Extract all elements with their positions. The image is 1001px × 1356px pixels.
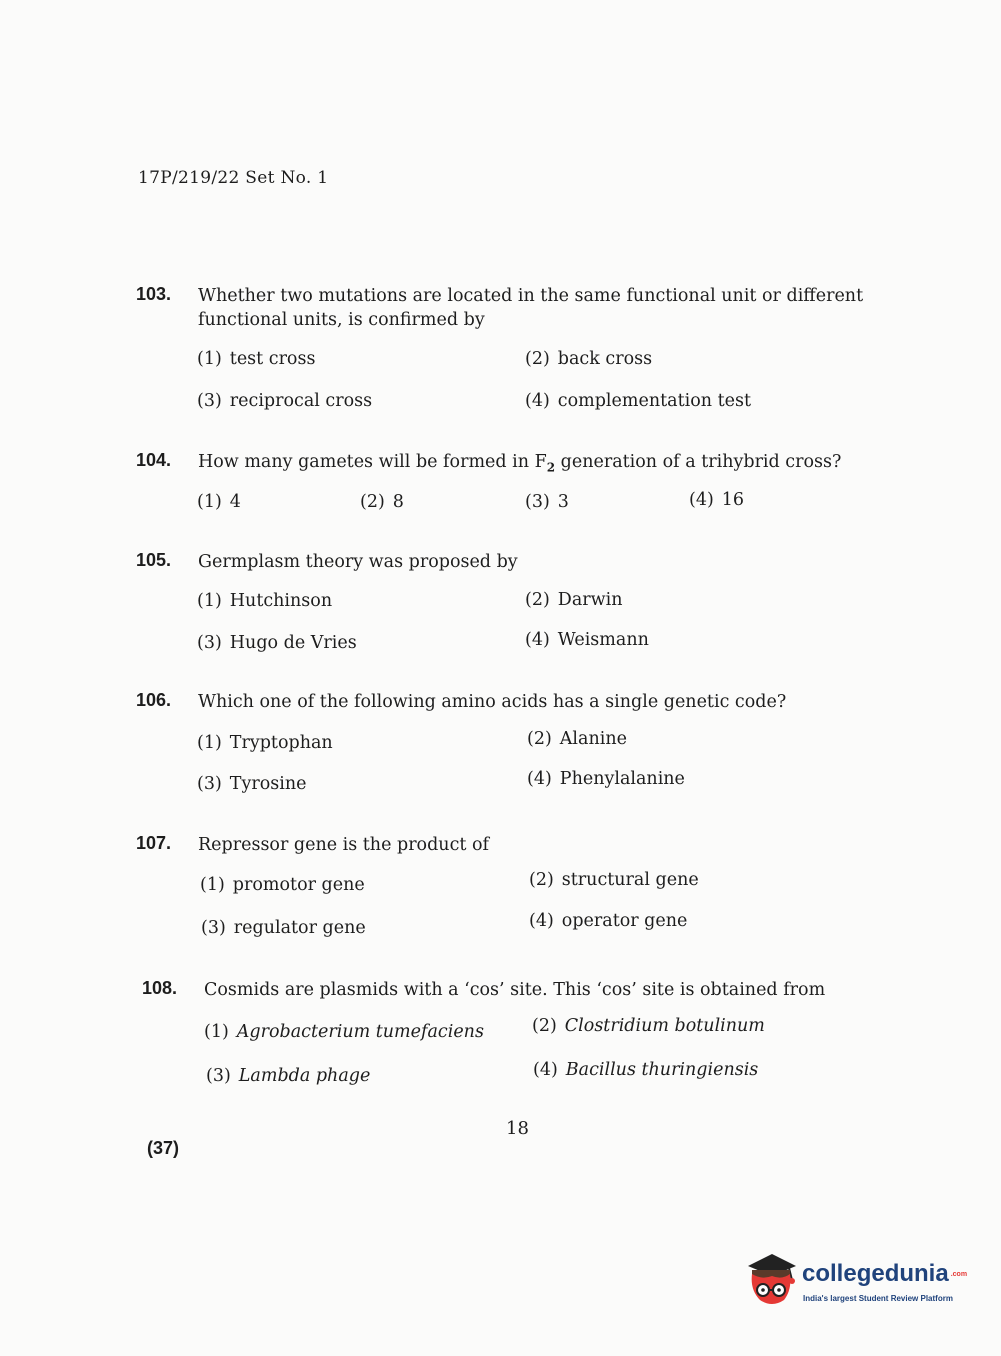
option-4: (4) operator gene: [529, 911, 688, 931]
option-2: (2) Alanine: [527, 729, 627, 749]
question-text: Cosmids are plasmids with a ‘cos’ site. This ‘cos’ site is obtained from: [204, 980, 826, 1000]
question-103: [136, 284, 886, 332]
option-1: (1) Agrobacterium tumefaciens: [204, 1022, 484, 1042]
option-3: (3) Lambda phage: [206, 1066, 371, 1086]
question-108: [142, 978, 892, 1002]
option-3: (3) Hugo de Vries: [197, 633, 357, 653]
logo-wordmark: collegedunia .com: [802, 1260, 968, 1287]
option-4: (4) Phenylalanine: [527, 769, 685, 789]
option-4: (4) Bacillus thuringiensis: [533, 1060, 759, 1080]
option-3: (3) Tyrosine: [197, 774, 307, 794]
question-104: [136, 450, 886, 480]
option-1: (1) promotor gene: [200, 875, 365, 895]
option-4: (4) Weismann: [525, 630, 649, 650]
option-3: (3) reciprocal cross: [197, 391, 373, 411]
page-number: 18: [506, 1118, 529, 1139]
question-number: 106.: [136, 690, 172, 710]
option-1: (1) Tryptophan: [197, 733, 333, 753]
question-text: How many gametes will be formed in $F_2$ generation of a trihybrid cross?: [198, 452, 842, 475]
option-2: (2) back cross: [525, 349, 653, 369]
footer-code: (37): [147, 1138, 180, 1158]
option-2: (2) 8: [360, 492, 404, 512]
question-number: 107.: [136, 833, 172, 853]
collegedunia-logo: [742, 1250, 972, 1312]
question-number: 105.: [136, 550, 172, 570]
question-105: [136, 550, 886, 574]
option-2: (2) structural gene: [529, 870, 699, 890]
option-3: (3) 3: [525, 492, 569, 512]
question-107: [136, 833, 886, 857]
question-number: 104.: [136, 450, 172, 470]
question-text: Repressor gene is the product of: [198, 835, 489, 855]
option-1: (1) 4: [197, 492, 241, 512]
option-4: (4) 16: [689, 490, 745, 510]
option-1: (1) test cross: [197, 349, 316, 369]
question-text: Which one of the following amino acids has a single genetic code?: [198, 692, 787, 712]
question-number: 108.: [142, 978, 178, 998]
option-2: (2) Clostridium botulinum: [532, 1016, 765, 1036]
question-text: Germplasm theory was proposed by: [198, 552, 518, 572]
option-2: (2) Darwin: [525, 590, 623, 610]
option-3: (3) regulator gene: [201, 918, 366, 938]
logo-tagline: India's largest Student Review Platform: [803, 1294, 953, 1303]
option-4: (4) complementation test: [525, 391, 751, 411]
page-header: 17P/219/22 Set No. 1: [138, 168, 329, 188]
question-106: [136, 690, 886, 714]
option-1: (1) Hutchinson: [197, 591, 333, 611]
question-number: 103.: [136, 284, 172, 304]
mascot-icon: [742, 1250, 800, 1312]
question-text: Whether two mutations are located in the same functional unit or different functional units, is confirmed by: [198, 286, 864, 330]
